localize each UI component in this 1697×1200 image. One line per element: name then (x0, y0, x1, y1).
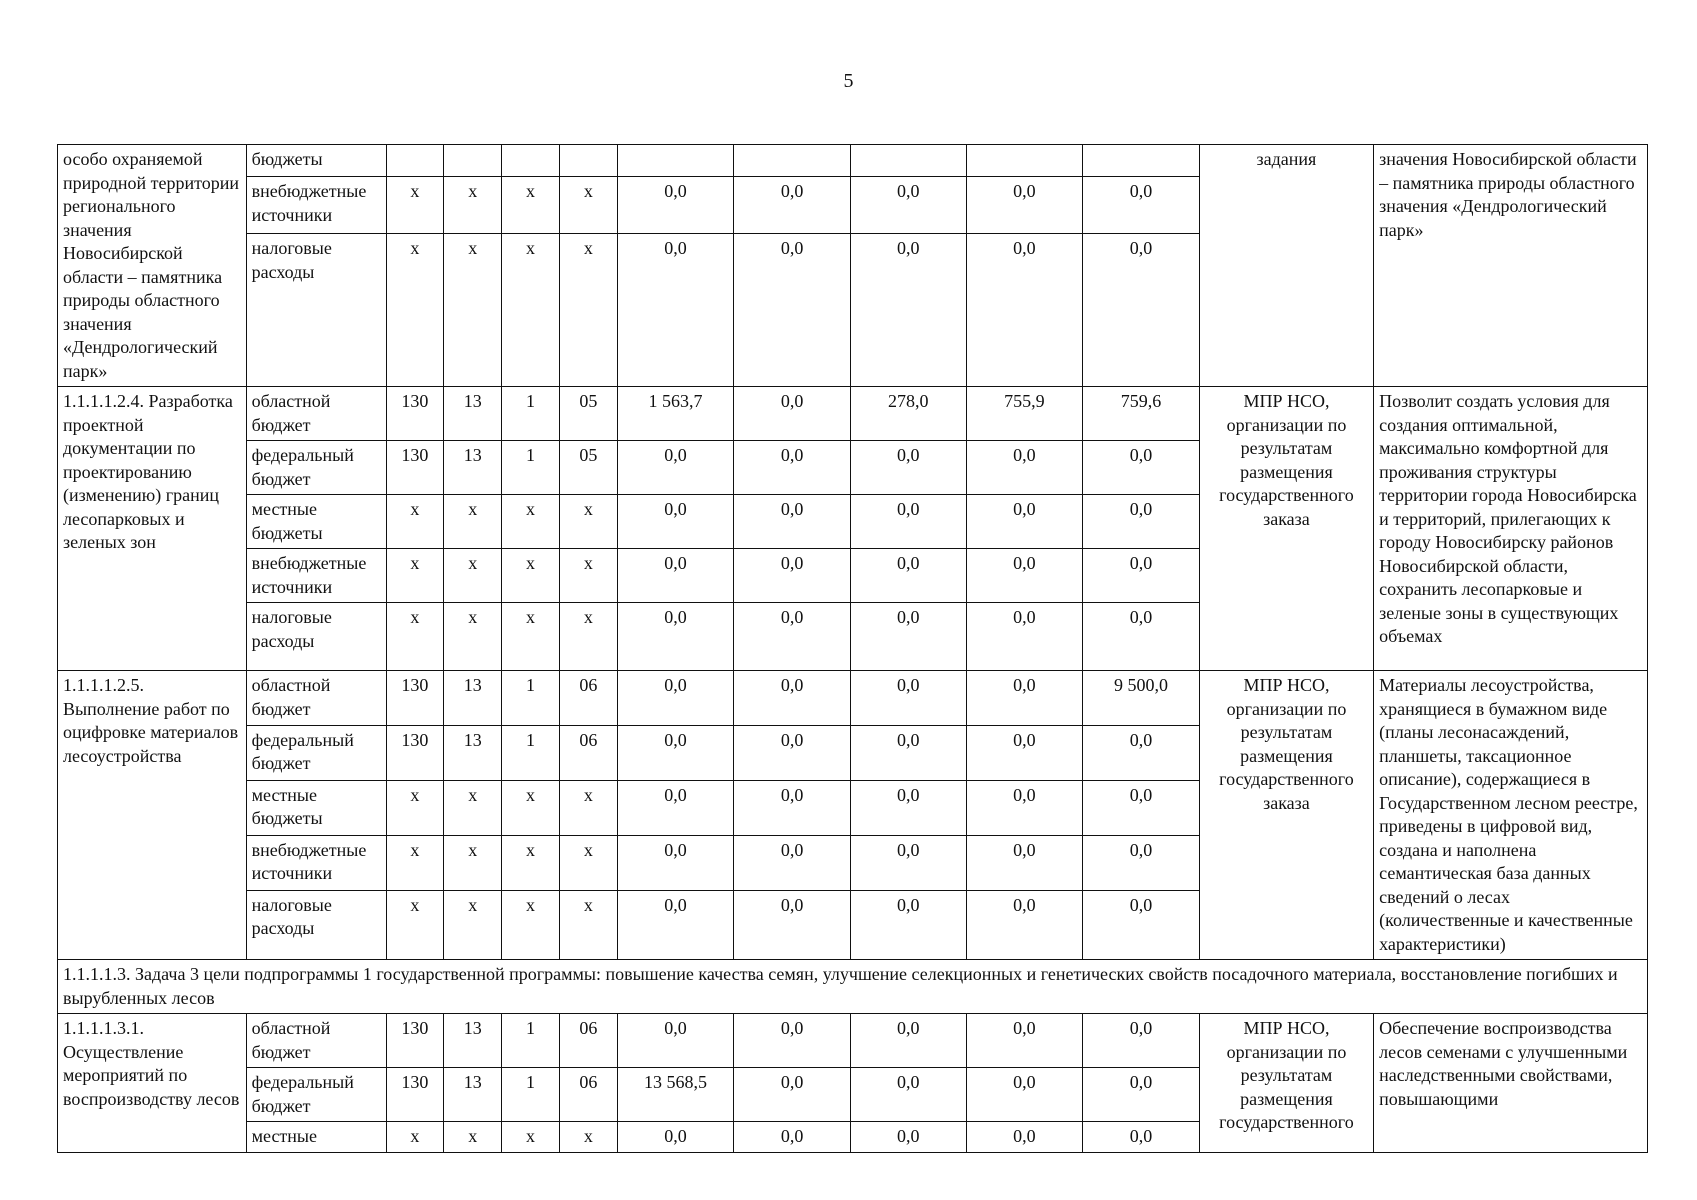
amount-cell: 0,0 (734, 1014, 851, 1068)
expected-result-cell: значения Новосибирской области – памятника природы областного значения «Дендрологический парк» (1374, 145, 1648, 387)
budget-code-cell (444, 145, 502, 177)
budget-code-cell: х (559, 495, 617, 549)
amount-cell: 0,0 (966, 725, 1083, 780)
funding-source-cell: областной бюджет (246, 1014, 386, 1068)
table-body (58, 145, 1648, 1153)
expected-result-cell: Материалы лесоустройства, хранящиеся в бумажном виде (планы лесонасаждений, планшеты, таксационное описание), содержащиеся в Государственном лесном реестре, приведены в цифровой вид, создана и наполнена семантическая база данных сведений о лесах (количественные и качественные характеристики) (1374, 671, 1648, 960)
funding-source-cell: областной бюджет (246, 387, 386, 441)
amount-cell: 0,0 (734, 1068, 851, 1122)
funding-source-cell: местные бюджеты (246, 780, 386, 835)
amount-cell: 0,0 (617, 549, 734, 603)
table-row (58, 671, 1648, 726)
amount-cell: 0,0 (850, 177, 966, 234)
program-table (57, 144, 1648, 1153)
budget-code-cell: 130 (386, 1014, 444, 1068)
amount-cell: 0,0 (850, 835, 966, 890)
budget-code-cell: х (502, 1122, 560, 1153)
amount-cell: 0,0 (1083, 890, 1200, 959)
amount-cell: 0,0 (734, 495, 851, 549)
budget-code-cell: 1 (502, 387, 560, 441)
amount-cell (734, 145, 851, 177)
amount-cell: 0,0 (1083, 495, 1200, 549)
budget-code-cell: 130 (386, 725, 444, 780)
funding-source-cell: внебюджетные источники (246, 177, 386, 234)
funding-source-cell: местные (246, 1122, 386, 1153)
budget-code-cell: х (502, 603, 560, 671)
amount-cell: 0,0 (966, 835, 1083, 890)
funding-source-cell: бюджеты (246, 145, 386, 177)
budget-code-cell: х (386, 177, 444, 234)
amount-cell: 0,0 (850, 441, 966, 495)
budget-code-cell: х (386, 835, 444, 890)
amount-cell: 0,0 (734, 725, 851, 780)
amount-cell: 0,0 (734, 671, 851, 726)
budget-code-cell: 06 (559, 671, 617, 726)
budget-code-cell: 130 (386, 1068, 444, 1122)
page-number: 5 (843, 70, 854, 92)
funding-source-cell: областной бюджет (246, 671, 386, 726)
budget-code-cell: х (386, 890, 444, 959)
budget-code-cell: 130 (386, 441, 444, 495)
budget-code-cell: 130 (386, 671, 444, 726)
amount-cell: 0,0 (966, 1122, 1083, 1153)
activity-name-cell: особо охраняемой природной территории регионального значения Новосибирской области – памятника природы областного значения «Дендрологический парк» (58, 145, 247, 387)
amount-cell: 0,0 (734, 441, 851, 495)
budget-code-cell: х (502, 835, 560, 890)
amount-cell: 0,0 (734, 387, 851, 441)
budget-code-cell: 1 (502, 725, 560, 780)
budget-code-cell: х (502, 890, 560, 959)
funding-source-cell: федеральный бюджет (246, 1068, 386, 1122)
budget-code-cell (502, 145, 560, 177)
budget-code-cell: х (386, 495, 444, 549)
budget-code-cell: х (444, 177, 502, 234)
amount-cell: 0,0 (617, 671, 734, 726)
budget-code-cell: х (386, 1122, 444, 1153)
table-row (58, 1014, 1648, 1068)
amount-cell: 278,0 (850, 387, 966, 441)
amount-cell: 0,0 (966, 177, 1083, 234)
amount-cell (617, 145, 734, 177)
budget-code-cell: 1 (502, 1068, 560, 1122)
amount-cell: 0,0 (850, 234, 966, 387)
amount-cell: 0,0 (966, 603, 1083, 671)
amount-cell: 0,0 (850, 780, 966, 835)
budget-code-cell: х (502, 780, 560, 835)
amount-cell: 0,0 (1083, 780, 1200, 835)
amount-cell: 0,0 (734, 1122, 851, 1153)
amount-cell: 0,0 (734, 835, 851, 890)
amount-cell (1083, 145, 1200, 177)
budget-code-cell: х (444, 780, 502, 835)
amount-cell: 0,0 (966, 1068, 1083, 1122)
budget-code-cell: х (559, 234, 617, 387)
amount-cell: 755,9 (966, 387, 1083, 441)
activity-name-cell: 1.1.1.1.2.4. Разработка проектной документации по проектированию (изменению) границ лесопарковых и зеленых зон (58, 387, 247, 671)
amount-cell: 759,6 (1083, 387, 1200, 441)
amount-cell: 0,0 (617, 725, 734, 780)
budget-code-cell: 05 (559, 441, 617, 495)
budget-code-cell: х (386, 549, 444, 603)
funding-source-cell: внебюджетные источники (246, 835, 386, 890)
amount-cell: 0,0 (1083, 549, 1200, 603)
budget-code-cell: 13 (444, 387, 502, 441)
funding-source-cell: местные бюджеты (246, 495, 386, 549)
budget-code-cell: х (444, 549, 502, 603)
amount-cell: 0,0 (1083, 1014, 1200, 1068)
amount-cell: 0,0 (617, 495, 734, 549)
amount-cell: 0,0 (734, 780, 851, 835)
amount-cell (850, 145, 966, 177)
expected-result-cell: Позволит создать условия для создания оптимальной, максимально комфортной для проживания структуры территории города Новосибирска и территорий, прилегающих к городу Новосибирску районов Новосибирской области, сохранить лесопарковые и зеленые зоны в существующих объемах (1374, 387, 1648, 671)
budget-code-cell: 13 (444, 1068, 502, 1122)
amount-cell: 0,0 (617, 603, 734, 671)
amount-cell: 0,0 (850, 1014, 966, 1068)
amount-cell: 0,0 (617, 177, 734, 234)
budget-code-cell: х (386, 234, 444, 387)
amount-cell: 0,0 (1083, 1122, 1200, 1153)
budget-code-cell: х (444, 234, 502, 387)
budget-code-cell: х (502, 549, 560, 603)
budget-code-cell: х (559, 1122, 617, 1153)
budget-code-cell: 05 (559, 387, 617, 441)
amount-cell: 0,0 (734, 549, 851, 603)
amount-cell: 0,0 (966, 549, 1083, 603)
amount-cell: 0,0 (617, 1122, 734, 1153)
budget-code-cell: х (502, 495, 560, 549)
funding-source-cell: налоговые расходы (246, 890, 386, 959)
funding-source-cell: федеральный бюджет (246, 725, 386, 780)
amount-cell: 0,0 (1083, 441, 1200, 495)
funding-source-cell: федеральный бюджет (246, 441, 386, 495)
amount-cell: 0,0 (1083, 835, 1200, 890)
amount-cell (966, 145, 1083, 177)
budget-code-cell: 1 (502, 441, 560, 495)
budget-code-cell: х (559, 835, 617, 890)
budget-code-cell: х (444, 603, 502, 671)
amount-cell: 0,0 (850, 890, 966, 959)
activity-name-cell: 1.1.1.1.2.5. Выполнение работ по оцифровке материалов лесоустройства (58, 671, 247, 960)
amount-cell: 0,0 (966, 1014, 1083, 1068)
amount-cell: 0,0 (850, 603, 966, 671)
amount-cell: 1 563,7 (617, 387, 734, 441)
responsible-cell: МПР НСО, организации по результатам размещения государственного (1199, 1014, 1373, 1153)
expected-result-cell: Обеспечение воспроизводства лесов семенами с улучшенными наследственными свойствами, повышающими (1374, 1014, 1648, 1153)
budget-code-cell: 13 (444, 725, 502, 780)
amount-cell: 0,0 (966, 495, 1083, 549)
activity-name-cell: 1.1.1.1.3.1. Осуществление мероприятий по воспроизводству лесов (58, 1014, 247, 1153)
budget-code-cell: 130 (386, 387, 444, 441)
amount-cell: 0,0 (1083, 234, 1200, 387)
amount-cell: 0,0 (850, 495, 966, 549)
budget-code-cell: х (559, 890, 617, 959)
section-heading: 1.1.1.1.3. Задача 3 цели подпрограммы 1 государственной программы: повышение качества семян, улучшение селекционных и генетических свойств посадочного материала, восстановление погибших и вырубленных лесов (58, 960, 1648, 1014)
amount-cell: 0,0 (1083, 603, 1200, 671)
budget-code-cell: х (444, 835, 502, 890)
budget-code-cell: 06 (559, 1014, 617, 1068)
amount-cell: 0,0 (850, 725, 966, 780)
amount-cell: 0,0 (1083, 177, 1200, 234)
amount-cell: 0,0 (617, 1014, 734, 1068)
amount-cell: 0,0 (850, 549, 966, 603)
budget-code-cell: х (559, 780, 617, 835)
amount-cell: 0,0 (617, 234, 734, 387)
responsible-cell: МПР НСО, организации по результатам размещения государственного заказа (1199, 387, 1373, 671)
amount-cell: 0,0 (734, 177, 851, 234)
budget-code-cell: х (444, 495, 502, 549)
budget-code-cell: х (559, 177, 617, 234)
table-row (58, 387, 1648, 441)
budget-code-cell: 13 (444, 441, 502, 495)
amount-cell: 0,0 (1083, 1068, 1200, 1122)
budget-code-cell: 06 (559, 1068, 617, 1122)
amount-cell: 0,0 (850, 1068, 966, 1122)
amount-cell: 0,0 (850, 1122, 966, 1153)
funding-source-cell: налоговые расходы (246, 234, 386, 387)
amount-cell: 13 568,5 (617, 1068, 734, 1122)
responsible-cell: МПР НСО, организации по результатам размещения государственного заказа (1199, 671, 1373, 960)
amount-cell: 0,0 (966, 234, 1083, 387)
amount-cell: 0,0 (1083, 725, 1200, 780)
funding-source-cell: налоговые расходы (246, 603, 386, 671)
budget-code-cell (386, 145, 444, 177)
budget-code-cell: х (444, 890, 502, 959)
amount-cell: 0,0 (966, 441, 1083, 495)
budget-code-cell: 13 (444, 671, 502, 726)
budget-code-cell: х (386, 780, 444, 835)
budget-code-cell: х (444, 1122, 502, 1153)
amount-cell: 0,0 (850, 671, 966, 726)
budget-code-cell: 06 (559, 725, 617, 780)
budget-code-cell: 1 (502, 671, 560, 726)
amount-cell: 0,0 (966, 671, 1083, 726)
amount-cell: 0,0 (734, 603, 851, 671)
budget-code-cell (559, 145, 617, 177)
budget-code-cell: х (386, 603, 444, 671)
budget-code-cell: х (502, 177, 560, 234)
amount-cell: 9 500,0 (1083, 671, 1200, 726)
funding-source-cell: внебюджетные источники (246, 549, 386, 603)
budget-code-cell: х (502, 234, 560, 387)
table-row (58, 145, 1648, 177)
budget-code-cell: 1 (502, 1014, 560, 1068)
amount-cell: 0,0 (617, 441, 734, 495)
budget-code-cell: х (559, 603, 617, 671)
amount-cell: 0,0 (617, 835, 734, 890)
amount-cell: 0,0 (734, 890, 851, 959)
amount-cell: 0,0 (617, 780, 734, 835)
section-row (58, 960, 1648, 1014)
responsible-cell: задания (1199, 145, 1373, 387)
budget-code-cell: 13 (444, 1014, 502, 1068)
budget-code-cell: х (559, 549, 617, 603)
amount-cell: 0,0 (734, 234, 851, 387)
amount-cell: 0,0 (966, 780, 1083, 835)
amount-cell: 0,0 (966, 890, 1083, 959)
amount-cell: 0,0 (617, 890, 734, 959)
